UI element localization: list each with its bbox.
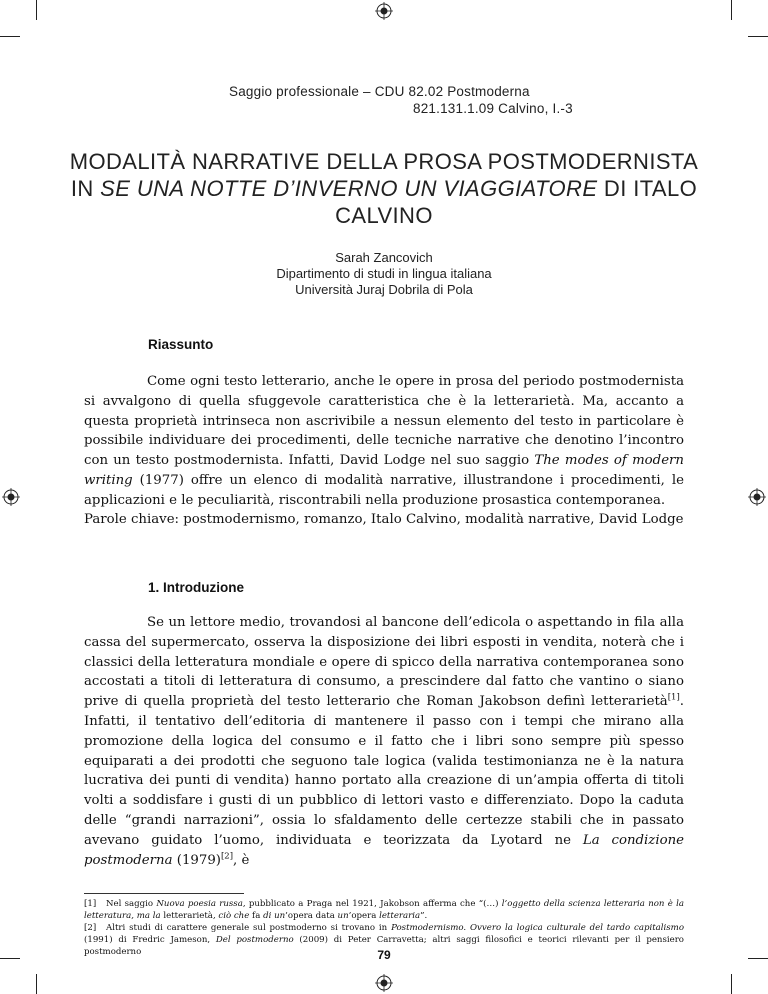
- footnote-1-italic: l’oggetto della scienza letteraria non è la letteratura, ma la: [84, 899, 684, 921]
- footnote-1-italic: di un: [263, 911, 286, 921]
- footnote-2-italic: Del postmoderno: [215, 935, 294, 945]
- intro-text-italic: La condizione postmoderna: [84, 832, 685, 868]
- footnote-1-text: , pubblicato a Praga nel 1921, Jakobson afferma che “(…): [242, 899, 502, 909]
- crop-mark-bottom-right-v: [731, 974, 732, 994]
- author-department: Dipartimento di studi in lingua italiana: [276, 266, 492, 281]
- footnote-rule: [84, 893, 244, 894]
- abstract-paragraph: [84, 372, 684, 511]
- intro-body: [84, 613, 684, 870]
- footnote-1-text: fa: [249, 911, 264, 921]
- footnote-1-italic: un: [337, 911, 349, 921]
- header-classification-line1: Saggio professionale – CDU 82.02 Postmoderna: [229, 84, 530, 99]
- author-block: [0, 250, 768, 298]
- intro-text-b: . Infatti, il tentativo dell’editoria di mantenere il passo con i tempi che mirano alla promozione della logica del consumo e il fatto che i libri sono sempre più spesso equiparati a dei prodotti che seguono tale logica (valida testimonianza ne è la natura lucrativa dei punti di vendita) hanno portato alla creazione di un’ampia offerta di titoli volti a soddisfare i gusti di un pubblico di lettori vasto e differenziato. Dopo la caduta delle “grandi narrazioni”, ossia lo sfaldamento delle certezze stabili che in passato avevano guidato l’uomo, individuata e teorizzata da Lyotard ne: [84, 694, 684, 848]
- footnote-1: [84, 898, 684, 922]
- crop-mark-top-left-v: [36, 0, 37, 20]
- author-university: Università Juraj Dobrila di Pola: [295, 282, 473, 297]
- keywords-block: [84, 510, 684, 530]
- crop-mark-bottom-left-v: [36, 974, 37, 994]
- footnote-2-italic: Postmodernismo. Ovvero la logica culturale del tardo capitalismo: [391, 923, 684, 933]
- author-name: Sarah Zancovich: [335, 250, 433, 265]
- footnote-1-number: [1]: [84, 899, 97, 909]
- intro-text-d: , è: [233, 852, 250, 868]
- footnote-1-text: Nel saggio: [106, 899, 157, 909]
- crop-mark-top-right-v: [731, 0, 732, 20]
- crop-mark-top-right-h: [748, 36, 768, 37]
- footnote-2-text: Altri studi di carattere generale sul postmoderno si trovano in: [106, 923, 392, 933]
- footnote-1-text: ’opera: [348, 911, 380, 921]
- intro-paragraph: [84, 613, 684, 870]
- footnote-2-text: (2009) di Peter Carravetta; altri saggi filosofici e teorici rilevanti per il pensiero postmoderno: [84, 935, 684, 957]
- title-italic-work: SE UNA NOTTE D’INVERNO UN VIAGGIATORE: [100, 176, 598, 201]
- abstract-text-a: Come ogni testo letterario, anche le opere in prosa del periodo postmodernista si avvalgono di quella sfuggevole caratteristica che è la letterarietà. Ma, accanto a questa proprietà intrinseca non ascrivibile a nessun elemento del testo in particolare è possibile individuare dei procedimenti, delle tecniche narrative che denotino l’incontro con un testo postmodernista. Infatti, David Lodge nel suo saggio: [84, 374, 684, 469]
- footnote-1-italic: , ciò che: [212, 911, 250, 921]
- paper-title: [60, 148, 708, 229]
- footnote-2-text: (1991) di Fredric Jameson,: [84, 935, 216, 945]
- abstract-body: [84, 372, 684, 511]
- abstract-text-italic: The modes of modern writing: [84, 453, 684, 488]
- title-part2: DI ITALO CALVINO: [335, 176, 698, 228]
- footnote-1-text: ’opera data: [285, 911, 338, 921]
- footnote-1-italic: letteraria: [379, 911, 421, 921]
- intro-text-c: (1979): [172, 852, 221, 868]
- intro-heading: 1. Introduzione: [148, 580, 244, 595]
- title-part1: MODALITÀ NARRATIVE DELLA PROSA POSTMODERNISTA IN: [69, 149, 699, 201]
- header-classification-line2: 821.131.1.09 Calvino, I.-3: [413, 101, 573, 116]
- intro-text-a: Se un lettore medio, trovandosi al bancone dell’edicola o aspettando in fila alla cassa del supermercato, osserva la disposizione dei libri esposti in vendita, noterà che i classici della letteratura mondiale e opere di spicco della narrativa contemporanea sono accostati a titoli di letteratura di consumo, a prescindere dal fatto che vantino o siano prive di quella proprietà del testo letterario che Roman Jakobson definì letterarietà: [84, 615, 684, 710]
- footnote-ref-2[interactable]: [2]: [220, 851, 234, 862]
- abstract-heading: Riassunto: [148, 337, 214, 352]
- footnote-1-text: ”.: [420, 911, 428, 921]
- footnote-2-number: [2]: [84, 923, 97, 933]
- keywords: Parole chiave: postmodernismo, romanzo, Italo Calvino, modalità narrative, David Lodge: [84, 512, 684, 527]
- abstract-text-b: (1977) offre un elenco di modalità narrative, illustrandone i procedimenti, le applicazioni e le peculiarità, riscontrabili nella produzione prosastica contemporanea.: [84, 472, 684, 508]
- footnote-ref-1[interactable]: [1]: [667, 692, 680, 703]
- registration-mark-bottom-icon: [375, 974, 393, 992]
- registration-mark-top-icon: [375, 2, 393, 20]
- page-number: 79: [377, 948, 391, 962]
- crop-mark-top-left-h: [0, 36, 20, 37]
- registration-mark-right-icon: [748, 488, 766, 506]
- footnote-1-text: letterarietà: [160, 911, 213, 921]
- registration-mark-left-icon: [2, 488, 20, 506]
- footnote-1-italic: Nuova poesia russa: [156, 899, 243, 909]
